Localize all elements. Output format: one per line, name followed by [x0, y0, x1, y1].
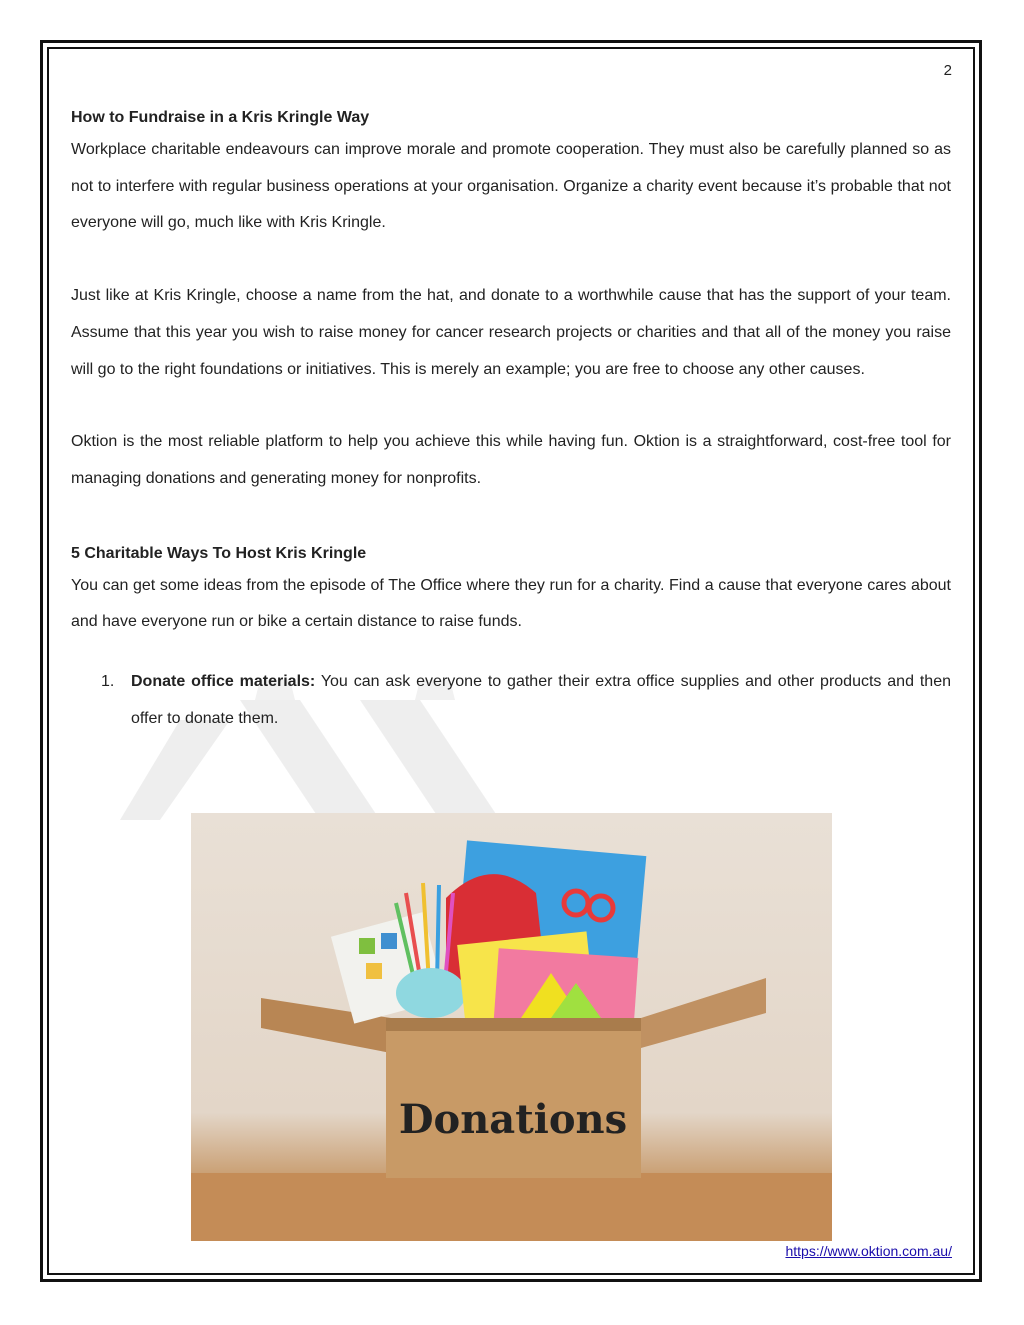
list-item [71, 663, 951, 737]
section-heading: 5 Charitable Ways To Host Kris Kringle [71, 544, 367, 562]
paragraph: Oktion is the most reliable platform to help you achieve this while having fun. Oktion is a straightforward, cost-free tool for managing donations and generating money for nonprofits. [71, 433, 951, 487]
document-body [71, 104, 951, 737]
footer-website-link[interactable]: https://www.oktion.com.au/ [785, 1246, 952, 1259]
paragraph: You can get some ideas from the episode of The Office where they run for a charity. Find a cause that everyone cares about and have everyone run or bike a certain distance to raise funds. [71, 576, 951, 631]
list-number: 1. [101, 673, 115, 691]
donation-box-image [191, 813, 832, 1241]
list-term: Donate office materials: [131, 673, 316, 691]
paragraph: Workplace charitable endeavours can improve morale and promote cooperation. They must also be carefully planned so as not to interfere with regular business operations at your organisation. Organize a charity event because it’s probable that not everyone will go, much like with Kris Kringle. [71, 141, 951, 232]
box-label: Donations [398, 1096, 628, 1143]
paragraph: Just like at Kris Kringle, choose a name from the hat, and donate to a worthwhile cause that has the support of your team. Assume that this year you wish to raise money for cancer research projects or charities and that all of the money you raise will go to the right foundations or initiatives. This is merely an example; you are free to choose any other causes. [71, 287, 951, 378]
list-text: You can ask everyone to gather their extra office supplies and other products and then offer to donate them. [131, 673, 951, 728]
page-number: 2 [943, 62, 952, 79]
numbered-list [71, 663, 951, 737]
section-heading: How to Fundraise in a Kris Kringle Way [71, 109, 370, 126]
